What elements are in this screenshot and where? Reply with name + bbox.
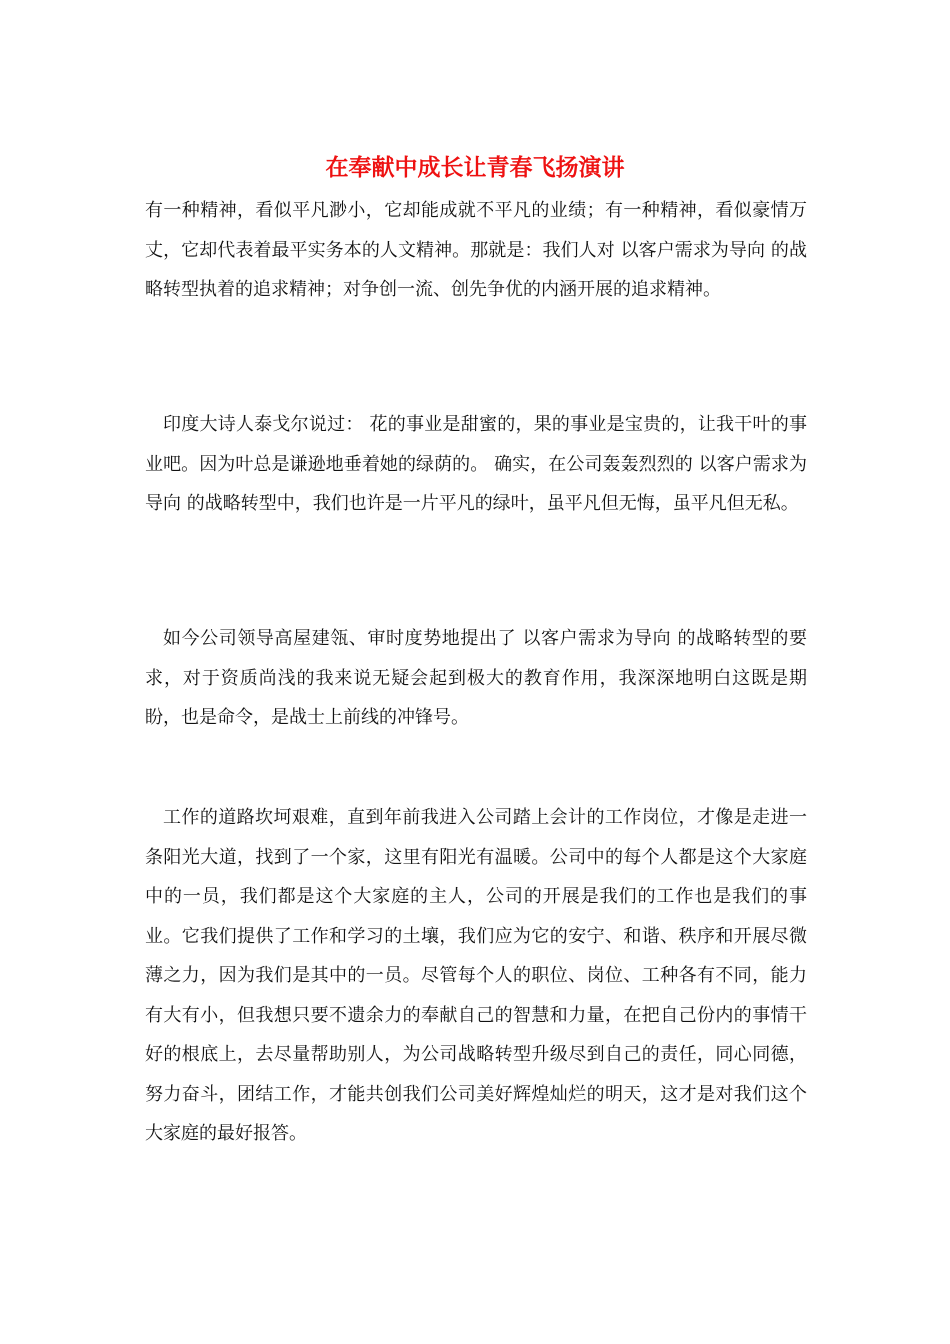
paragraph-3: 如今公司领导高屋建瓴、审时度势地提出了 以客户需求为导向 的战略转型的要求，对于资质尚浅的我来说无疑会起到极大的教育作用，我深深地明白这既是期盼，也是命令，是战士上前线的冲锋号。: [145, 628, 807, 728]
document-title: 在奉献中成长让青春飞扬演讲: [325, 154, 625, 181]
paragraph-4: 工作的道路坎坷艰难，直到年前我进入公司踏上会计的工作岗位，才像是走进一条阳光大道，找到了一个家，这里有阳光有温暖。公司中的每个人都是这个大家庭中的一员，我们都是这个大家庭的主人，公司的开展是我们的工作也是我们的事业。它我们提供了工作和学习的土壤，我们应为它的安宁、和谐、秩序和开展尽微薄之力，因为我们是其中的一员。尽管每个人的职位、岗位、工种各有不同，能力有大有小，但我想只要不遗余力的奉献自己的智慧和力量，在把自己份内的事情干好的根底上，去尽量帮助别人，为公司战略转型升级尽到自己的责任，同心同德，努力奋斗，团结工作，才能共创我们公司美好辉煌灿烂的明天，这才是对我们这个大家庭的最好报答。: [145, 807, 807, 1144]
paragraph-1: 有一种精神，看似平凡渺小，它却能成就不平凡的业绩；有一种精神，看似豪情万丈，它却代表着最平实务本的人文精神。那就是：我们人对 以客户需求为导向 的战略转型执着的追求精神；对争创一流、创先争优的内涵开展的追求精神。: [145, 200, 807, 300]
paragraph-2: 印度大诗人泰戈尔说过： 花的事业是甜蜜的，果的事业是宝贵的，让我干叶的事业吧。因为叶总是谦逊地垂着她的绿荫的。 确实，在公司轰轰烈烈的 以客户需求为导向 的战略转型中，我们也许是一片平凡的绿叶，虽平凡但无悔，虽平凡但无私。: [145, 414, 807, 514]
